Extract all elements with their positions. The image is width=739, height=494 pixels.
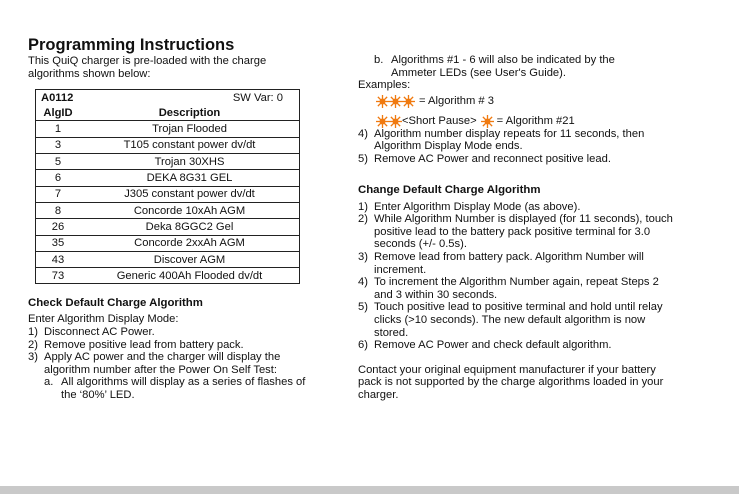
alg-description: Trojan 30XHS: [80, 154, 300, 170]
step-text: While Algorithm Number is displayed (for 11 seconds), touch positive lead to the battery pack positive terminal for 3.0 seconds (+/- 0.5s).: [374, 213, 673, 251]
table-row: [36, 186, 300, 202]
change-steps: [358, 201, 676, 352]
list-item: [358, 54, 688, 79]
table-row: [36, 154, 300, 170]
bottom-border: [0, 486, 739, 494]
step-text: Enter Algorithm Display Mode (as above).: [374, 200, 581, 213]
alg-description: Concorde 2xxAh AGM: [80, 235, 300, 251]
alg-id: 8: [36, 202, 81, 218]
step-text: To increment the Algorithm Number again, repeat Steps 2 and 3 within 30 seconds.: [374, 276, 659, 301]
left-column: [28, 36, 318, 402]
alg-description: DEKA 8G31 GEL: [80, 170, 300, 186]
algorithm-table: [35, 89, 300, 284]
alg-id: 7: [36, 186, 81, 202]
alg-id: 5: [36, 154, 81, 170]
step-number: 4): [358, 276, 368, 289]
list-item: [358, 339, 676, 352]
check-section: [28, 297, 318, 401]
sw-var-label: SW Var: 0: [232, 91, 283, 104]
step-text: Apply AC power and the charger will display the algorithm number after the Power On Self Test:: [44, 351, 281, 376]
led-flash-icon: [481, 115, 494, 128]
table-row: [36, 121, 300, 137]
step-text: Algorithm number display repeats for 11 seconds, then Algorithm Display Mode ends.: [374, 127, 645, 153]
list-item: [358, 213, 676, 251]
list-item: [358, 153, 678, 166]
alg-description: J305 constant power dv/dt: [80, 186, 300, 202]
alg-description: Concorde 10xAh AGM: [80, 202, 300, 218]
contact-text: Contact your original equipment manufacturer if your battery pack is not supported by the charge algorithms loaded in your charger.: [358, 363, 664, 401]
alg-description: Generic 400Ah Flooded dv/dt: [80, 268, 300, 284]
list-item: [358, 251, 676, 276]
table-row: [36, 170, 300, 186]
check-heading: Check Default Charge Algorithm: [28, 297, 203, 310]
step-text: Remove lead from battery pack. Algorithm Number will increment.: [374, 250, 644, 276]
alg-description: Discover AGM: [80, 251, 300, 267]
list-item: [358, 276, 676, 301]
example-2-text: = Algorithm #21: [496, 114, 575, 127]
table-row: [36, 137, 300, 153]
step-number: 2): [358, 213, 368, 226]
list-item: [28, 339, 318, 352]
change-heading: Change Default Charge Algorithm: [358, 183, 541, 196]
list-item: [358, 128, 678, 153]
alg-id: 43: [36, 251, 81, 267]
step-number: 1): [28, 326, 38, 339]
table-code: A0112: [41, 91, 74, 104]
alg-description: Trojan Flooded: [80, 121, 300, 137]
page-title: Programming Instructions: [28, 36, 235, 54]
column-header-algid: AlgID: [43, 106, 73, 119]
alg-id: 3: [36, 137, 81, 153]
alg-description: Deka 8GGC2 Gel: [80, 219, 300, 235]
display-steps: [358, 128, 678, 166]
example-algorithm-3: [376, 95, 688, 108]
alg-id: 35: [36, 235, 81, 251]
table-row: [36, 202, 300, 218]
led-flash-icon: [402, 95, 415, 108]
list-item: [358, 301, 676, 339]
check-lead: Enter Algorithm Display Mode:: [28, 313, 179, 326]
step-number: 1): [358, 200, 368, 213]
led-flash-icon: [376, 95, 389, 108]
list-item: [358, 201, 676, 214]
step-text: Touch positive lead to positive terminal and hold until relay clicks (>10 seconds). The new default algorithm is now stored.: [374, 301, 663, 339]
examples-label: Examples:: [358, 79, 411, 92]
step-number: 4): [358, 127, 368, 140]
alg-description: T105 constant power dv/dt: [80, 137, 300, 153]
step-number: a.: [44, 376, 54, 389]
step-number: 3): [28, 351, 38, 364]
step-number: 2): [28, 338, 38, 351]
check-steps: [28, 326, 318, 402]
example-algorithm-21: [376, 115, 688, 128]
step-text: Algorithms #1 - 6 will also be indicated by the Ammeter LEDs (see User's Guide).: [391, 54, 615, 79]
table-row: [36, 251, 300, 267]
table-row: [36, 219, 300, 235]
step-number: 5): [358, 152, 368, 165]
step-number: 3): [358, 250, 368, 263]
step-text: Remove AC Power and reconnect positive lead.: [374, 152, 611, 165]
led-flash-icon: [389, 115, 402, 128]
alg-id: 1: [36, 121, 81, 137]
list-item: [28, 351, 318, 376]
led-flash-icon: [376, 115, 389, 128]
step-text: Remove AC Power and check default algorithm.: [374, 339, 612, 352]
step-number: 5): [358, 301, 368, 314]
alg-id: 6: [36, 170, 81, 186]
step-number: b.: [374, 54, 384, 66]
alg-id: 73: [36, 268, 81, 284]
right-column: [358, 54, 688, 401]
step-text: All algorithms will display as a series of flashes of the ‘80%’ LED.: [61, 376, 306, 402]
table-row: [36, 235, 300, 251]
column-header-description: Description: [158, 106, 221, 119]
table-row: [36, 268, 300, 284]
intro-text: This QuiQ charger is pre-loaded with the charge algorithms shown below:: [28, 55, 267, 80]
alg-id: 26: [36, 219, 81, 235]
short-pause-label: <Short Pause>: [402, 114, 477, 127]
step-text: Remove positive lead from battery pack.: [44, 338, 244, 351]
step-text: Disconnect AC Power.: [44, 326, 155, 339]
example-1-text: = Algorithm # 3: [419, 94, 494, 107]
list-item: [28, 326, 318, 339]
led-flash-icon: [389, 95, 402, 108]
list-item: [28, 376, 318, 401]
step-number: 6): [358, 339, 368, 352]
